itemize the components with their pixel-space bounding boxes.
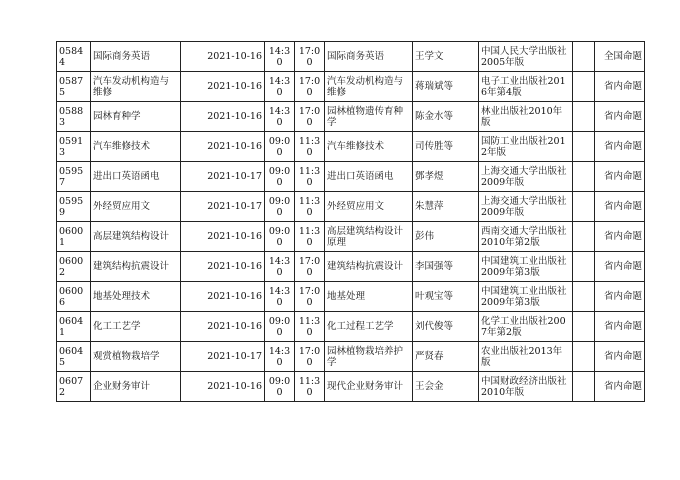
course-name-cell: 汽车发动机构造与维修 [91,72,181,102]
publisher-cell: 农业出版社2013年版 [479,342,573,372]
textbook-cell: 现代企业财务审计 [325,372,413,402]
exam-scope-cell: 省内命题 [595,72,645,102]
course-code-cell: 05959 [57,192,91,222]
table-row [57,282,645,312]
exam-date-cell: 2021-10-17 [181,342,265,372]
exam-date-cell: 2021-10-16 [181,72,265,102]
table-row [57,42,645,72]
end-time-cell: 11:30 [295,222,325,252]
table-row [57,342,645,372]
exam-date-cell: 2021-10-16 [181,282,265,312]
author-cell: 鄧孝煜 [413,162,479,192]
end-time-cell: 17:00 [295,282,325,312]
textbook-cell: 外经贸应用文 [325,192,413,222]
publisher-cell: 中国人民大学出版社2005年版 [479,42,573,72]
textbook-cell: 汽车发动机构造与维修 [325,72,413,102]
note-cell [573,222,595,252]
publisher-cell: 中国建筑工业出版社2009年第3版 [479,252,573,282]
course-code-cell: 06001 [57,222,91,252]
start-time-cell: 14:30 [265,342,295,372]
publisher-cell: 中国建筑工业出版社2009年第3版 [479,282,573,312]
end-time-cell: 11:30 [295,132,325,162]
note-cell [573,162,595,192]
exam-scope-cell: 省内命题 [595,162,645,192]
start-time-cell: 09:00 [265,132,295,162]
publisher-cell: 电子工业出版社2016年第4版 [479,72,573,102]
textbook-cell: 建筑结构抗震设计 [325,252,413,282]
start-time-cell: 14:30 [265,252,295,282]
exam-scope-cell: 省内命题 [595,192,645,222]
exam-date-cell: 2021-10-16 [181,132,265,162]
author-cell: 严贤春 [413,342,479,372]
course-code-cell: 05875 [57,72,91,102]
end-time-cell: 17:00 [295,102,325,132]
publisher-cell: 西南交通大学出版社2010年第2版 [479,222,573,252]
exam-scope-cell: 省内命题 [595,342,645,372]
table-row [57,162,645,192]
table-row [57,252,645,282]
note-cell [573,192,595,222]
course-name-cell: 企业财务审计 [91,372,181,402]
publisher-cell: 上海交通大学出版社2009年版 [479,192,573,222]
author-cell: 王会金 [413,372,479,402]
course-code-cell: 06041 [57,312,91,342]
end-time-cell: 11:30 [295,192,325,222]
author-cell: 刘代俊等 [413,312,479,342]
start-time-cell: 09:00 [265,192,295,222]
textbook-cell: 园林植物遗传育种学 [325,102,413,132]
table-row [57,192,645,222]
start-time-cell: 14:30 [265,282,295,312]
exam-scope-cell: 省内命题 [595,102,645,132]
course-name-cell: 进出口英语函电 [91,162,181,192]
exam-date-cell: 2021-10-16 [181,222,265,252]
table-row [57,132,645,162]
note-cell [573,102,595,132]
end-time-cell: 11:30 [295,312,325,342]
exam-date-cell: 2021-10-16 [181,372,265,402]
exam-date-cell: 2021-10-16 [181,102,265,132]
course-code-cell: 06045 [57,342,91,372]
note-cell [573,252,595,282]
note-cell [573,282,595,312]
start-time-cell: 14:30 [265,102,295,132]
end-time-cell: 11:30 [295,162,325,192]
exam-scope-cell: 省内命题 [595,222,645,252]
course-code-cell: 06006 [57,282,91,312]
author-cell: 朱慧萍 [413,192,479,222]
publisher-cell: 化学工业出版社2007年第2版 [479,312,573,342]
table-body [57,42,645,402]
publisher-cell: 国防工业出版社2012年版 [479,132,573,162]
start-time-cell: 09:00 [265,312,295,342]
start-time-cell: 09:00 [265,162,295,192]
exam-scope-cell: 省内命题 [595,312,645,342]
course-code-cell: 05883 [57,102,91,132]
course-name-cell: 观赏植物栽培学 [91,342,181,372]
end-time-cell: 17:00 [295,42,325,72]
textbook-cell: 高层建筑结构设计原理 [325,222,413,252]
exam-date-cell: 2021-10-16 [181,252,265,282]
author-cell: 李国强等 [413,252,479,282]
end-time-cell: 17:00 [295,342,325,372]
course-code-cell: 06002 [57,252,91,282]
author-cell: 蒋瑞斌等 [413,72,479,102]
exam-scope-cell: 省内命题 [595,372,645,402]
publisher-cell: 中国财政经济出版社2010年版 [479,372,573,402]
textbook-cell: 化工过程工艺学 [325,312,413,342]
exam-scope-cell: 省内命题 [595,252,645,282]
end-time-cell: 17:00 [295,252,325,282]
author-cell: 叶观宝等 [413,282,479,312]
note-cell [573,342,595,372]
note-cell [573,132,595,162]
textbook-cell: 园林植物栽培养护学 [325,342,413,372]
course-name-cell: 化工工艺学 [91,312,181,342]
course-name-cell: 园林育种学 [91,102,181,132]
course-code-cell: 06072 [57,372,91,402]
course-name-cell: 外经贸应用文 [91,192,181,222]
course-name-cell: 地基处理技术 [91,282,181,312]
start-time-cell: 14:30 [265,72,295,102]
end-time-cell: 17:00 [295,72,325,102]
table-row [57,312,645,342]
exam-scope-cell: 省内命题 [595,282,645,312]
textbook-cell: 进出口英语函电 [325,162,413,192]
author-cell: 司传胜等 [413,132,479,162]
exam-scope-cell: 全国命题 [595,42,645,72]
end-time-cell: 11:30 [295,372,325,402]
table-row [57,222,645,252]
author-cell: 彭伟 [413,222,479,252]
note-cell [573,72,595,102]
note-cell [573,312,595,342]
exam-date-cell: 2021-10-16 [181,42,265,72]
textbook-cell: 地基处理 [325,282,413,312]
publisher-cell: 林业出版社2010年版 [479,102,573,132]
course-name-cell: 高层建筑结构设计 [91,222,181,252]
course-name-cell: 建筑结构抗震设计 [91,252,181,282]
course-code-cell: 05957 [57,162,91,192]
textbook-cell: 汽车维修技术 [325,132,413,162]
exam-date-cell: 2021-10-17 [181,192,265,222]
table-row [57,72,645,102]
author-cell: 王学文 [413,42,479,72]
start-time-cell: 09:00 [265,222,295,252]
textbook-cell: 国际商务英语 [325,42,413,72]
note-cell [573,372,595,402]
exam-schedule-table [56,41,645,402]
author-cell: 陈金水等 [413,102,479,132]
course-name-cell: 国际商务英语 [91,42,181,72]
exam-date-cell: 2021-10-17 [181,162,265,192]
note-cell [573,42,595,72]
start-time-cell: 14:30 [265,42,295,72]
start-time-cell: 09:00 [265,372,295,402]
exam-scope-cell: 省内命题 [595,132,645,162]
course-name-cell: 汽车维修技术 [91,132,181,162]
table-row [57,102,645,132]
table-row [57,372,645,402]
exam-date-cell: 2021-10-16 [181,312,265,342]
course-code-cell: 05913 [57,132,91,162]
course-code-cell: 05844 [57,42,91,72]
publisher-cell: 上海交通大学出版社2009年版 [479,162,573,192]
